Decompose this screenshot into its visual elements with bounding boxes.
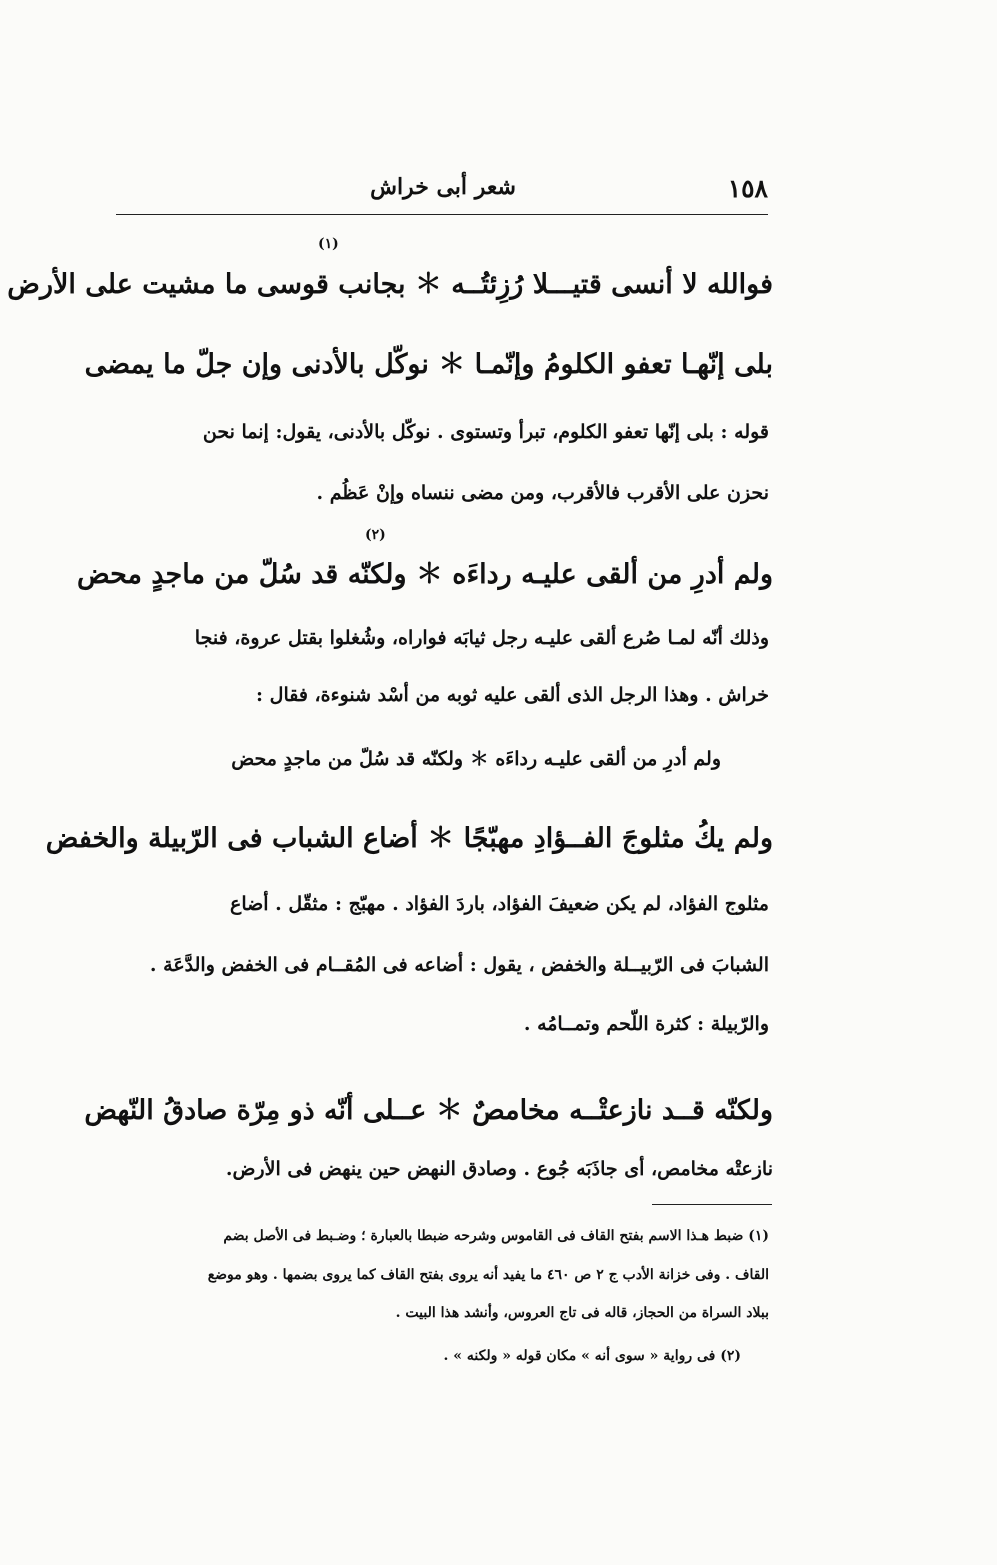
- verse-line-1: فوالله لا أنسى قتيـــلا رُزِئتُــه ＊ بجانب قوسى ما مشيت على الأرض: [7, 269, 773, 300]
- quoted-verse: ولم أدرِ من ألقى عليـه رداءَه ＊ ولكنّه قد سُلّ من ماجدٍ محض: [231, 748, 721, 770]
- commentary-line: قوله : بلى إنّها تعفو الكلوم، تبرأ وتستوى . نوكّل بالأدنى، يقول: إنما نحن: [202, 421, 769, 443]
- footnote-1-line: القاف . وفى خزانة الأدب ج ٢ ص ٤٦٠ ما يفيد أنه يروى بفتح القاف كما يروى بضمها . وهو موضع: [207, 1267, 769, 1283]
- commentary-line: نحزن على الأقرب فالأقرب، ومن مضى ننساه وإنْ عَظُم .: [316, 482, 769, 504]
- commentary-line: وذلك أنّه لمـا صُرع ألقى عليـه رجل ثيابَه فواراه، وشُغلوا بقتل عروة، فنجا: [194, 627, 769, 649]
- verse-line-2: بلى إنّهـا تعفو الكلومُ وإنّمـا ＊ نوكّل بالأدنى وإن جلّ ما يمضى: [84, 349, 773, 380]
- footnote-1-line: ببلاد السراة من الحجاز، قاله فى تاج العروس، وأنشد هذا البيت .: [395, 1305, 769, 1321]
- page-header: [118, 168, 768, 214]
- verse-line-3: ولم أدرِ من ألقى عليـه رداءَه ＊ ولكنّه قد سُلّ من ماجدٍ محض: [77, 559, 773, 590]
- verse-line-4: ولم يكُ مثلوجَ الفــؤادِ مهبّجًا ＊ أضاع الشباب فى الرّبيلة والخفض: [45, 823, 773, 854]
- footnote-marker-2: (٢): [365, 527, 386, 543]
- commentary-line: والرّبيلة : كثرة اللّحم وتمــامُه .: [523, 1013, 769, 1035]
- footnote-marker-1: (١): [318, 236, 339, 252]
- commentary-line: خراش . وهذا الرجل الذى ألقى عليه ثوبه من أسْد شنوءة، فقال :: [256, 684, 769, 706]
- commentary-line: الشبابَ فى الرّبيــلة والخفض ، يقول : أضاعه فى المُقــام فى الخفض والدَّعَة .: [149, 954, 769, 976]
- header-rule: [116, 214, 768, 215]
- footnote-1-line: (١) ضبط هـذا الاسم بفتح القاف فى القاموس وشرحه ضبطا بالعبارة ؛ وضـبط فى الأصل بضم: [223, 1228, 769, 1244]
- verse-line-5: ولكنّه قــد نازعتْــه مخامصٌ ＊ عــلى أنّه ذو مِرّة صادقُ النّهض: [84, 1095, 773, 1126]
- running-title: شعر أبى خراش: [370, 174, 516, 200]
- page-number: ١٥٨: [727, 174, 768, 203]
- footnote-2: (٢) فى رواية « سوى أنه » مكان قوله « ولكنه » .: [443, 1348, 741, 1364]
- commentary-line: نازعتْه مخامص، أى جاذَبَه جُوع . وصادق النهض حين ينهض فى الأرض.: [225, 1158, 773, 1180]
- commentary-line: مثلوج الفؤاد، لم يكن ضعيفَ الفؤاد، باردَ الفؤاد . مهبّج : مثقّل . أضاع: [230, 893, 769, 915]
- footnote-rule: [652, 1204, 772, 1205]
